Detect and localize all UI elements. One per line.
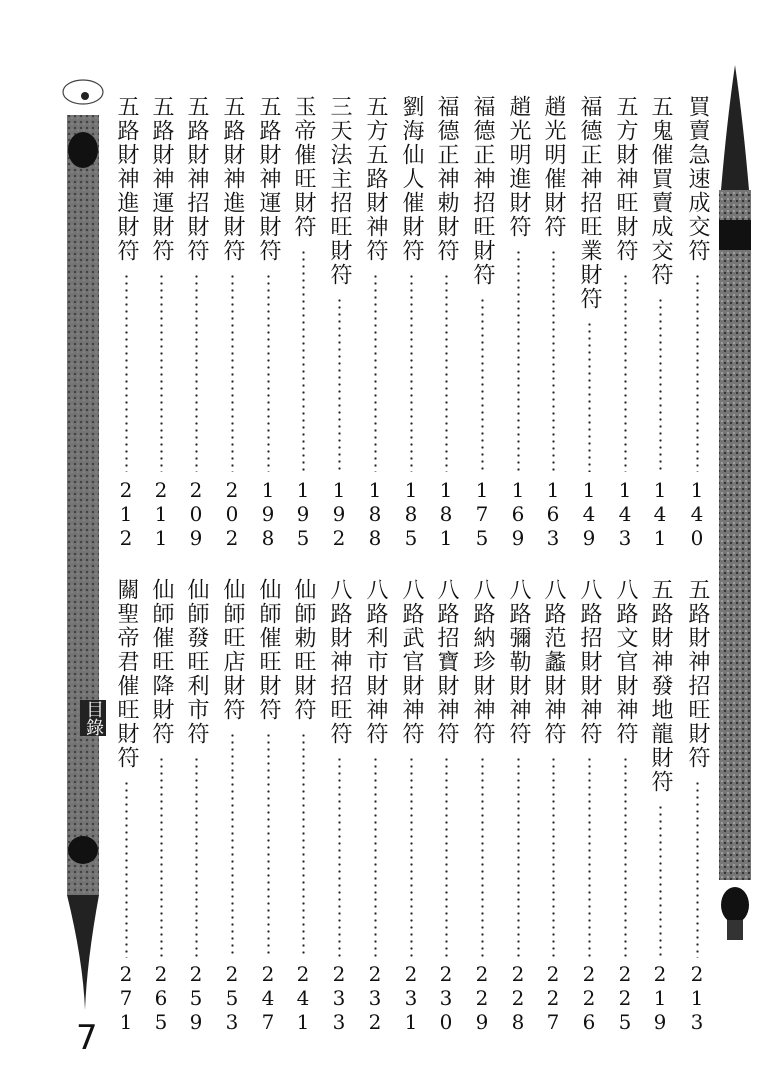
toc-entry[interactable]: 福德正神招旺業財符: [577, 95, 602, 311]
toc-page-number: 2 2 6: [582, 962, 596, 1034]
dot-leader: [302, 249, 305, 472]
dot-leader: [267, 273, 270, 472]
toc-entry[interactable]: 關聖帝君催旺財符: [114, 578, 139, 770]
toc-entry[interactable]: 八路范蠡財神符: [541, 578, 566, 746]
toc-page-number: 2 1 2: [119, 478, 133, 550]
toc-entry[interactable]: 八路彌勒財神符: [506, 578, 531, 746]
brush-label: 目錄: [80, 700, 106, 736]
toc-entry[interactable]: 玉帝催旺財符: [291, 95, 316, 239]
dot-leader: [445, 273, 448, 472]
toc-entry[interactable]: 劉海仙人催財符: [399, 95, 424, 263]
toc-entry[interactable]: 五方財神旺財符: [613, 95, 638, 263]
dot-leader: [624, 273, 627, 472]
toc-entry[interactable]: 福德正神勅財符: [434, 95, 459, 263]
toc-entry[interactable]: 買賣急速成交符: [685, 95, 710, 263]
toc-page-number: 2 4 1: [296, 962, 310, 1034]
toc-page-number: 1 9 5: [296, 478, 310, 550]
toc-entry[interactable]: 八路招財財神符: [577, 578, 602, 746]
toc-entry[interactable]: 五路財神招財符: [184, 95, 209, 263]
dot-leader: [267, 732, 270, 958]
toc-entry[interactable]: 三天法主招旺財符: [327, 95, 352, 287]
toc-entry[interactable]: 仙師旺店財符: [220, 578, 245, 722]
dot-leader: [696, 780, 699, 958]
toc-page-number: 2 6 5: [154, 962, 168, 1034]
toc-entry[interactable]: 仙師催旺降財符: [149, 578, 174, 746]
toc-page-number: 2 3 2: [368, 962, 382, 1034]
dot-leader: [338, 756, 341, 958]
dot-leader: [374, 756, 377, 958]
dot-leader: [659, 804, 662, 958]
toc-page-number: 1 8 5: [404, 478, 418, 550]
toc-entry[interactable]: 五鬼催買賣成交符: [648, 95, 673, 287]
toc-page-number: 2 2 8: [511, 962, 525, 1034]
dot-leader: [696, 273, 699, 472]
toc-page-number: 1 4 9: [582, 478, 596, 550]
toc-entry[interactable]: 五路財神進財符: [220, 95, 245, 263]
toc-entry[interactable]: 福德正神招旺財符: [470, 95, 495, 287]
toc-page-number: 2 7 1: [119, 962, 133, 1034]
dot-leader: [481, 297, 484, 472]
dot-leader: [445, 756, 448, 958]
dot-leader: [125, 273, 128, 472]
toc-entry[interactable]: 八路財神招旺符: [327, 578, 352, 746]
page-number: 7: [76, 1018, 98, 1058]
toc-page-number: 2 0 2: [225, 478, 239, 550]
toc-entry[interactable]: 五路財神招旺財符: [685, 578, 710, 770]
dot-leader: [410, 756, 413, 958]
toc-entry[interactable]: 五方五路財神符: [363, 95, 388, 263]
dot-leader: [338, 297, 341, 472]
toc-entry[interactable]: 五路財神運財符: [256, 95, 281, 263]
dot-leader: [160, 756, 163, 958]
toc-page-number: 2 3 0: [439, 962, 453, 1034]
toc-entry[interactable]: 趙光明進財符: [506, 95, 531, 239]
dot-leader: [374, 273, 377, 472]
toc-entry[interactable]: 五路財神進財符: [114, 95, 139, 263]
toc-entry[interactable]: 五路財神運財符: [149, 95, 174, 263]
right-brush-decoration: [705, 60, 765, 960]
toc-entry[interactable]: 八路招寶財神符: [434, 578, 459, 746]
toc-page-number: 2 2 5: [618, 962, 632, 1034]
toc-page-number: 1 8 8: [368, 478, 382, 550]
toc-entry[interactable]: 八路利市財神符: [363, 578, 388, 746]
dot-leader: [125, 780, 128, 958]
toc-entry[interactable]: 仙師勅旺財符: [291, 578, 316, 722]
toc-page-number: 2 5 3: [225, 962, 239, 1034]
toc-page-number: 2 2 7: [546, 962, 560, 1034]
toc-entry[interactable]: 八路納珍財神符: [470, 578, 495, 746]
dot-leader: [588, 756, 591, 958]
toc-entry[interactable]: 仙師發旺利市符: [184, 578, 209, 746]
toc-page-number: 1 7 5: [475, 478, 489, 550]
toc-page-number: 1 4 0: [690, 478, 704, 550]
toc-page-number: 2 1 3: [690, 962, 704, 1034]
dot-leader: [302, 732, 305, 958]
toc-page-number: 1 9 8: [261, 478, 275, 550]
toc-page-number: 1 8 1: [439, 478, 453, 550]
dot-leader: [195, 273, 198, 472]
toc-page-number: 2 1 9: [653, 962, 667, 1034]
dot-leader: [552, 249, 555, 472]
dot-leader: [195, 756, 198, 958]
toc-entry[interactable]: 八路文官財神符: [613, 578, 638, 746]
dot-leader: [588, 321, 591, 472]
dot-leader: [517, 249, 520, 472]
toc-page-number: 2 2 9: [475, 962, 489, 1034]
dot-leader: [517, 756, 520, 958]
toc-page-number: 2 0 9: [189, 478, 203, 550]
toc-page-number: 2 3 1: [404, 962, 418, 1034]
toc-entry[interactable]: 仙師催旺財符: [256, 578, 281, 722]
dot-leader: [231, 273, 234, 472]
dot-leader: [552, 756, 555, 958]
toc-page-number: 1 4 1: [653, 478, 667, 550]
toc-page-number: 2 4 7: [261, 962, 275, 1034]
dot-leader: [659, 297, 662, 472]
dot-leader: [160, 273, 163, 472]
toc-page-number: 1 4 3: [618, 478, 632, 550]
toc-page-number: 1 6 9: [511, 478, 525, 550]
toc-page-number: 2 3 3: [332, 962, 346, 1034]
dot-leader: [410, 273, 413, 472]
dot-leader: [481, 756, 484, 958]
left-brush-decoration: [55, 60, 115, 1020]
toc-page-number: 2 5 9: [189, 962, 203, 1034]
dot-leader: [231, 732, 234, 958]
toc-entry[interactable]: 五路財神發地龍財符: [648, 578, 673, 794]
toc-page-number: 2 1 1: [154, 478, 168, 550]
toc-entry[interactable]: 趙光明催財符: [541, 95, 566, 239]
toc-page-number: 1 9 2: [332, 478, 346, 550]
dot-leader: [624, 756, 627, 958]
toc-page-number: 1 6 3: [546, 478, 560, 550]
toc-entry[interactable]: 八路武官財神符: [399, 578, 424, 746]
